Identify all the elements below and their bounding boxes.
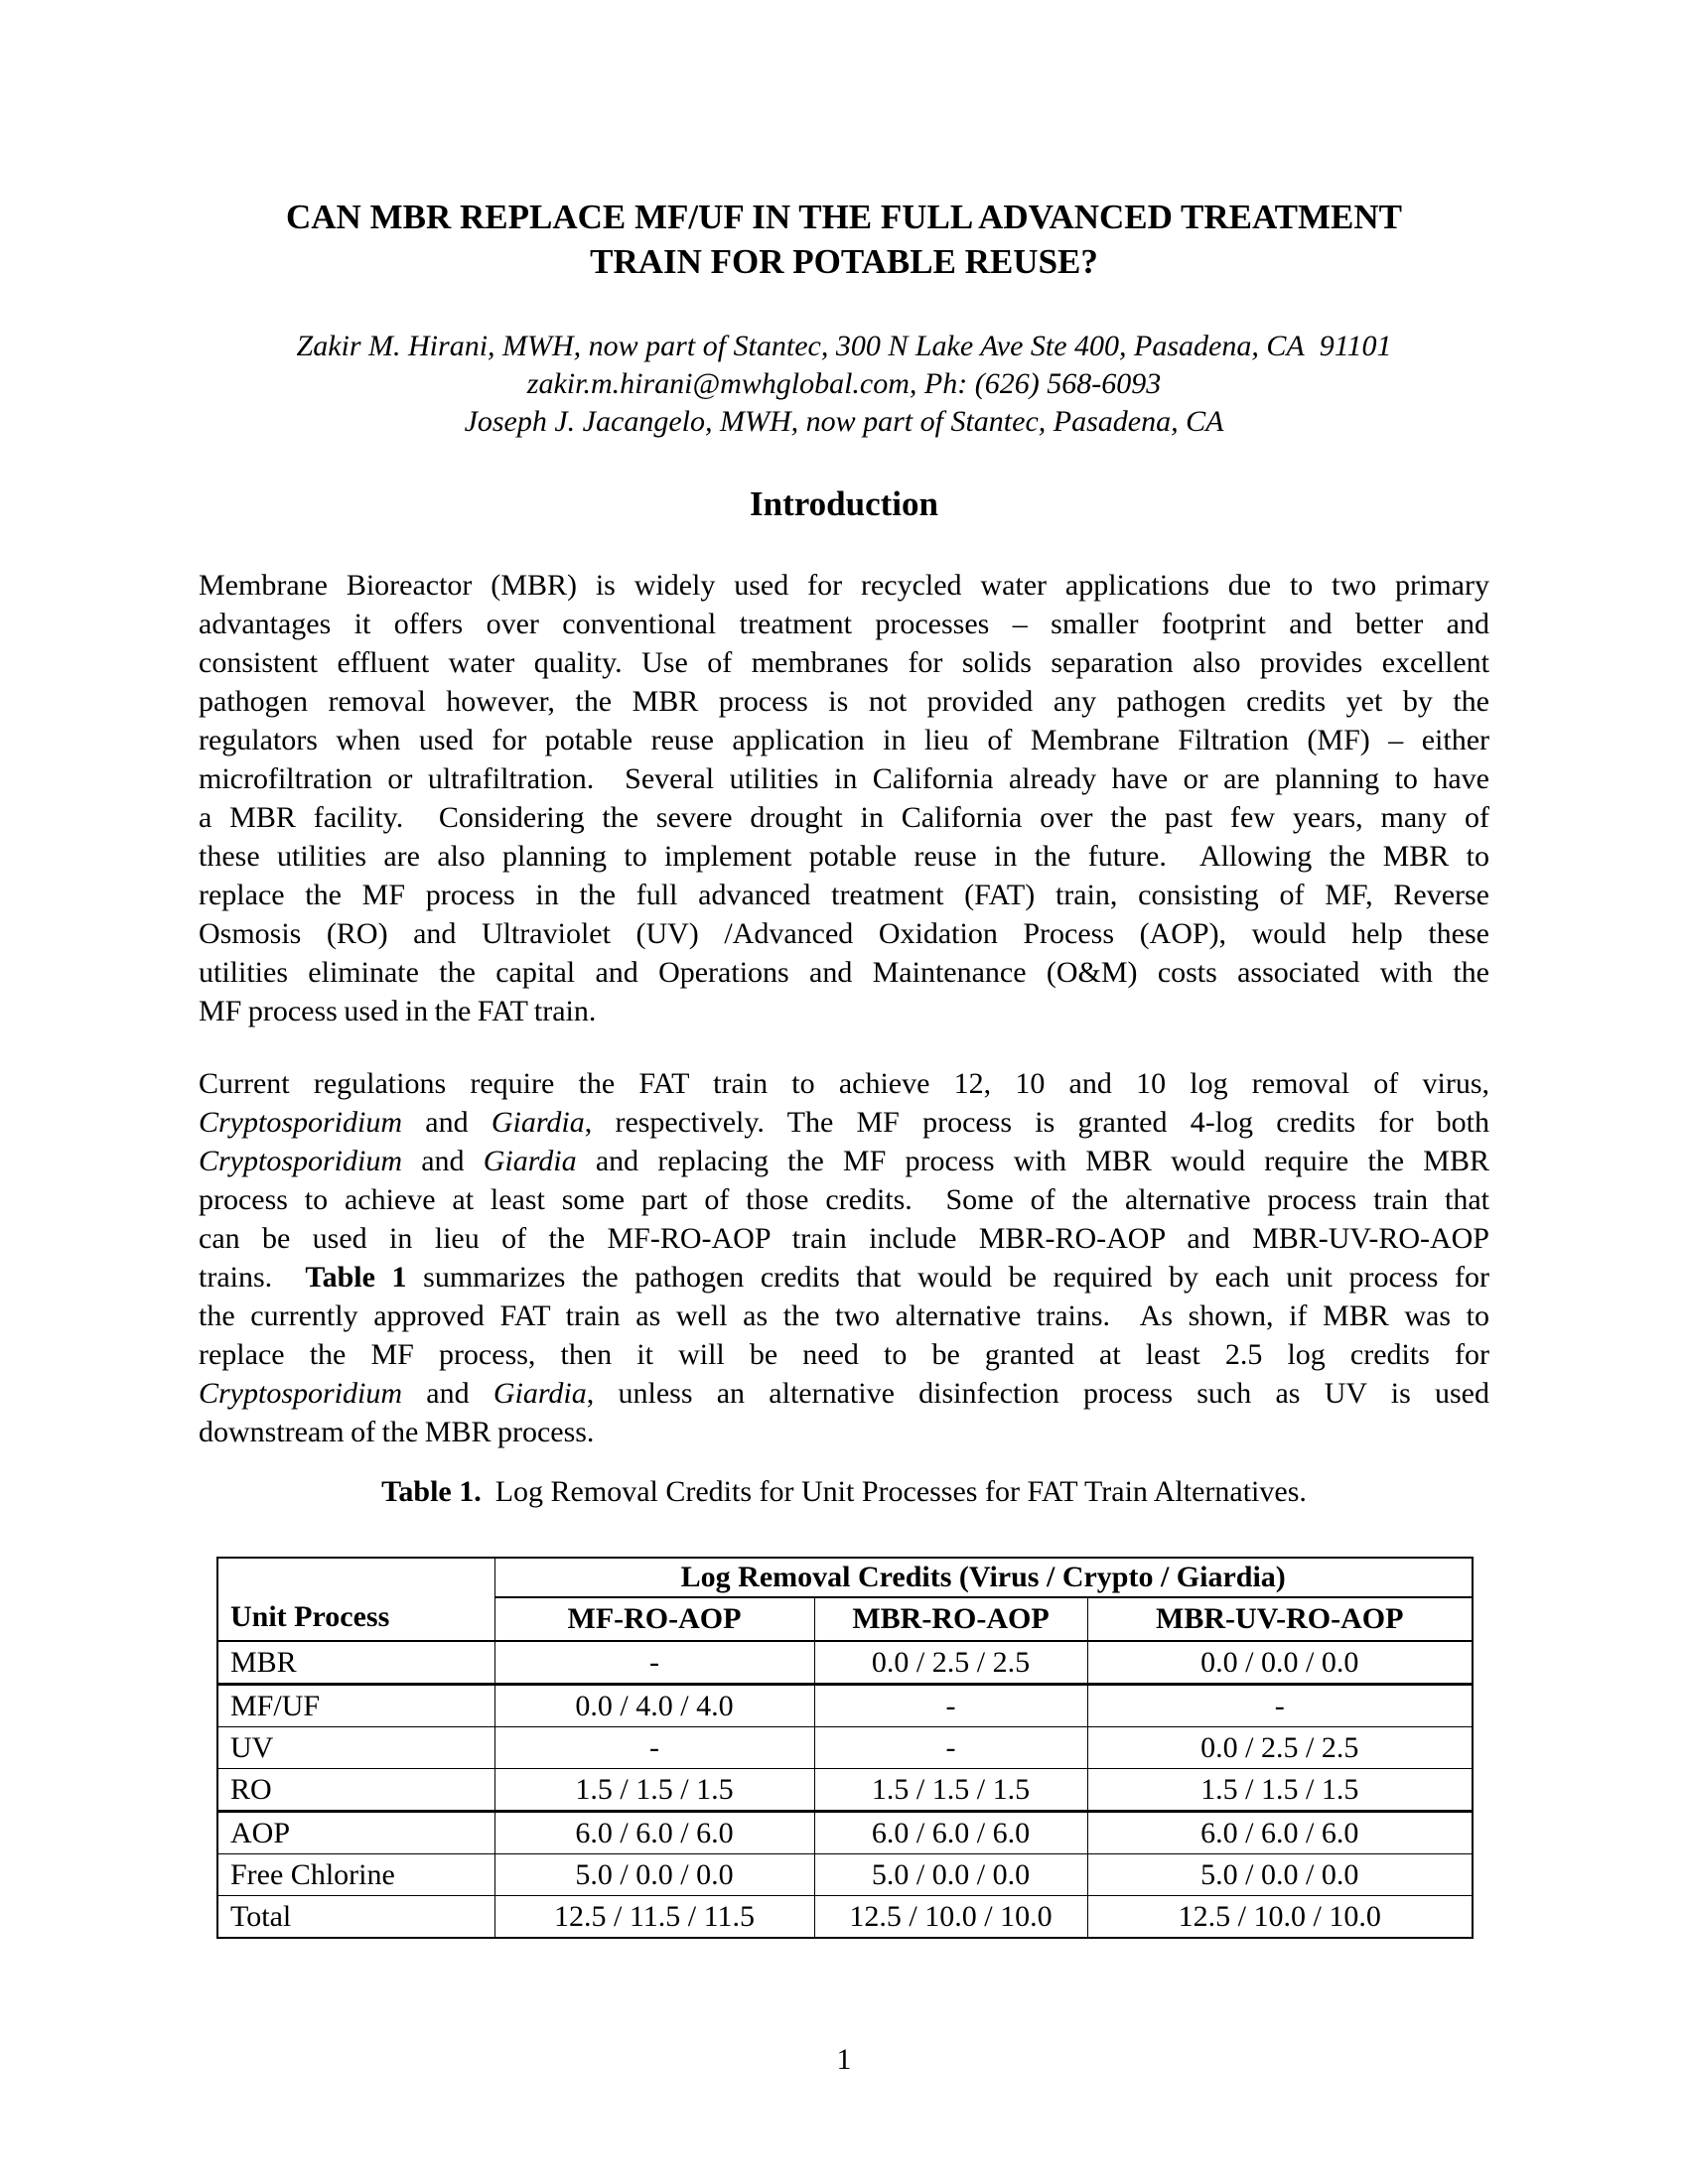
table-caption	[199, 1475, 1489, 1509]
table-row	[217, 1685, 1473, 1727]
author-line-affiliation: Zakir M. Hirani, MWH, now part of Stantec, 300 N Lake Ave Ste 400, Pasadena, CA 91101	[296, 330, 1392, 362]
unit-process-cell: RO	[217, 1769, 494, 1812]
text-segment: Giardia	[492, 1377, 587, 1410]
credit-value-cell: 0.0 / 2.5 / 2.5	[814, 1641, 1087, 1685]
body-line	[199, 721, 1489, 759]
body-line	[199, 1064, 1489, 1103]
text-segment: Membrane Bioreactor (MBR) is widely used for recycled water applications due to two primary	[199, 569, 1489, 602]
text-segment: process to achieve at least some part of those credits. Some of the alternative process train that	[199, 1183, 1489, 1216]
table-caption-label: Table 1.	[381, 1475, 482, 1508]
text-segment: consistent effluent water quality. Use of membranes for solids separation also provides excellent	[199, 646, 1489, 679]
credit-value-cell: 12.5 / 10.0 / 10.0	[1087, 1896, 1473, 1939]
author-block	[199, 328, 1489, 441]
body-line	[199, 682, 1489, 721]
table-header	[217, 1558, 1473, 1641]
unit-process-cell: UV	[217, 1727, 494, 1769]
table-span-header-row	[217, 1558, 1473, 1597]
body-line	[199, 566, 1489, 605]
text-segment: Giardia	[483, 1145, 577, 1177]
column-header-mf-ro-aop: MF-RO-AOP	[494, 1597, 814, 1641]
text-segment: microfiltration or ultrafiltration. Several utilities in California already have or are planning to have	[199, 762, 1489, 795]
text-segment: advantages it offers over conventional treatment processes – smaller footprint and better and	[199, 608, 1489, 640]
body-line	[199, 1258, 1489, 1297]
text-segment: downstream of the MBR process.	[199, 1416, 595, 1448]
body-line	[199, 1142, 1489, 1180]
text-segment: Osmosis (RO) and Ultraviolet (UV) /Advanced Oxidation Process (AOP), would help these	[199, 917, 1489, 950]
credit-value-cell: 1.5 / 1.5 / 1.5	[494, 1769, 814, 1812]
text-segment: Current regulations require the FAT train to achieve 12, 10 and 10 log removal of virus,	[199, 1067, 1489, 1100]
log-removal-credits-table	[216, 1557, 1474, 1939]
credit-value-cell: -	[494, 1727, 814, 1769]
column-header-mbr-ro-aop: MBR-RO-AOP	[814, 1597, 1087, 1641]
credit-value-cell: 0.0 / 0.0 / 0.0	[1087, 1641, 1473, 1685]
text-segment: and	[402, 1145, 484, 1177]
body-line	[199, 914, 1489, 953]
paragraph-2	[199, 1064, 1489, 1451]
author-line-contact: zakir.m.hirani@mwhglobal.com, Ph: (626) 568-6093	[526, 367, 1162, 400]
text-segment: , unless an alternative disinfection process such as UV is used	[586, 1377, 1489, 1410]
text-segment: a MBR facility. Considering the severe drought in California over the past few years, many of	[199, 801, 1489, 834]
credit-value-cell: 6.0 / 6.0 / 6.0	[814, 1812, 1087, 1854]
table-body	[217, 1641, 1473, 1938]
paper-title-line-1: CAN MBR REPLACE MF/UF IN THE FULL ADVANCED TREATMENT	[286, 198, 1402, 236]
credit-value-cell: 12.5 / 10.0 / 10.0	[814, 1896, 1087, 1939]
text-segment: the currently approved FAT train as well as the two alternative trains. As shown, if MBR was to	[199, 1299, 1489, 1332]
body-line	[199, 1374, 1489, 1413]
paragraph-1	[199, 566, 1489, 1030]
credit-value-cell: -	[814, 1727, 1087, 1769]
author-line-coauthor: Joseph J. Jacangelo, MWH, now part of Stantec, Pasadena, CA	[464, 405, 1224, 438]
unit-process-cell: MF/UF	[217, 1685, 494, 1727]
text-segment: summarizes the pathogen credits that would be required by each unit process for	[406, 1261, 1489, 1294]
credit-value-cell: 5.0 / 0.0 / 0.0	[1087, 1854, 1473, 1896]
text-segment: Cryptosporidium	[199, 1106, 403, 1139]
credit-value-cell: 12.5 / 11.5 / 11.5	[494, 1896, 814, 1939]
body-line	[199, 876, 1489, 914]
body-line	[199, 798, 1489, 837]
text-segment: replace the MF process in the full advanced treatment (FAT) train, consisting of MF, Reverse	[199, 879, 1489, 911]
unit-process-cell: AOP	[217, 1812, 494, 1854]
credit-value-cell: 6.0 / 6.0 / 6.0	[1087, 1812, 1473, 1854]
body-line	[199, 759, 1489, 798]
body-line	[199, 605, 1489, 643]
credit-value-cell: 6.0 / 6.0 / 6.0	[494, 1812, 814, 1854]
body-line	[199, 1103, 1489, 1142]
text-segment: replace the MF process, then it will be need to be granted at least 2.5 log credits for	[199, 1338, 1489, 1371]
credit-value-cell: -	[1087, 1685, 1473, 1727]
table-row	[217, 1727, 1473, 1769]
credit-value-cell: 1.5 / 1.5 / 1.5	[1087, 1769, 1473, 1812]
credit-value-cell: 5.0 / 0.0 / 0.0	[814, 1854, 1087, 1896]
text-segment: Cryptosporidium	[199, 1145, 403, 1177]
table-caption-text: Log Removal Credits for Unit Processes for FAT Train Alternatives.	[494, 1475, 1307, 1508]
text-segment: , respectively. The MF process is granted 4-log credits for both	[584, 1106, 1489, 1139]
text-segment: and replacing the MF process with MBR would require the MBR	[576, 1145, 1489, 1177]
text-segment: can be used in lieu of the MF-RO-AOP train include MBR-RO-AOP and MBR-UV-RO-AOP	[199, 1222, 1489, 1255]
page-number: 1	[836, 2043, 852, 2076]
table-row	[217, 1896, 1473, 1939]
text-segment: and	[402, 1377, 493, 1410]
text-segment: trains.	[199, 1261, 306, 1294]
section-heading-introduction: Introduction	[750, 484, 938, 523]
table-row	[217, 1854, 1473, 1896]
text-segment: and	[402, 1106, 492, 1139]
column-header-mbr-uv-ro-aop: MBR-UV-RO-AOP	[1087, 1597, 1473, 1641]
table-row	[217, 1641, 1473, 1685]
credit-value-cell: -	[814, 1685, 1087, 1727]
unit-process-cell: Total	[217, 1896, 494, 1939]
paper-title-line-2: TRAIN FOR POTABLE REUSE?	[590, 242, 1098, 281]
text-segment: these utilities are also planning to implement potable reuse in the future. Allowing the MBR to	[199, 840, 1489, 873]
text-segment: Table 1	[305, 1261, 407, 1294]
credit-value-cell: 0.0 / 2.5 / 2.5	[1087, 1727, 1473, 1769]
text-segment: pathogen removal however, the MBR process is not provided any pathogen credits yet by the	[199, 685, 1489, 718]
text-segment: regulators when used for potable reuse application in lieu of Membrane Filtration (MF) – either	[199, 724, 1489, 756]
body-line	[199, 837, 1489, 876]
unit-process-cell: MBR	[217, 1641, 494, 1685]
body-line	[199, 1180, 1489, 1219]
paper-title	[199, 195, 1489, 284]
body-line	[199, 953, 1489, 992]
credit-value-cell: 1.5 / 1.5 / 1.5	[814, 1769, 1087, 1812]
credit-value-cell: 0.0 / 4.0 / 4.0	[494, 1685, 814, 1727]
text-segment: Cryptosporidium	[199, 1377, 403, 1410]
body-line	[199, 643, 1489, 682]
body-line	[199, 1219, 1489, 1258]
body-line	[199, 1335, 1489, 1374]
table-row	[217, 1769, 1473, 1812]
credit-value-cell: 5.0 / 0.0 / 0.0	[494, 1854, 814, 1896]
text-segment: MF process used in the FAT train.	[199, 995, 597, 1027]
body-line	[199, 1297, 1489, 1335]
log-removal-credits-header-cell: Log Removal Credits (Virus / Crypto / Giardia)	[494, 1558, 1473, 1597]
text-segment: utilities eliminate the capital and Operations and Maintenance (O&M) costs associated with the	[199, 956, 1489, 989]
text-segment: Giardia	[491, 1106, 585, 1139]
unit-process-cell: Free Chlorine	[217, 1854, 494, 1896]
body-line	[199, 1413, 1489, 1451]
table-row	[217, 1812, 1473, 1854]
credit-value-cell: -	[494, 1641, 814, 1685]
body-line	[199, 992, 1489, 1030]
unit-process-header-cell: Unit Process	[217, 1558, 494, 1641]
